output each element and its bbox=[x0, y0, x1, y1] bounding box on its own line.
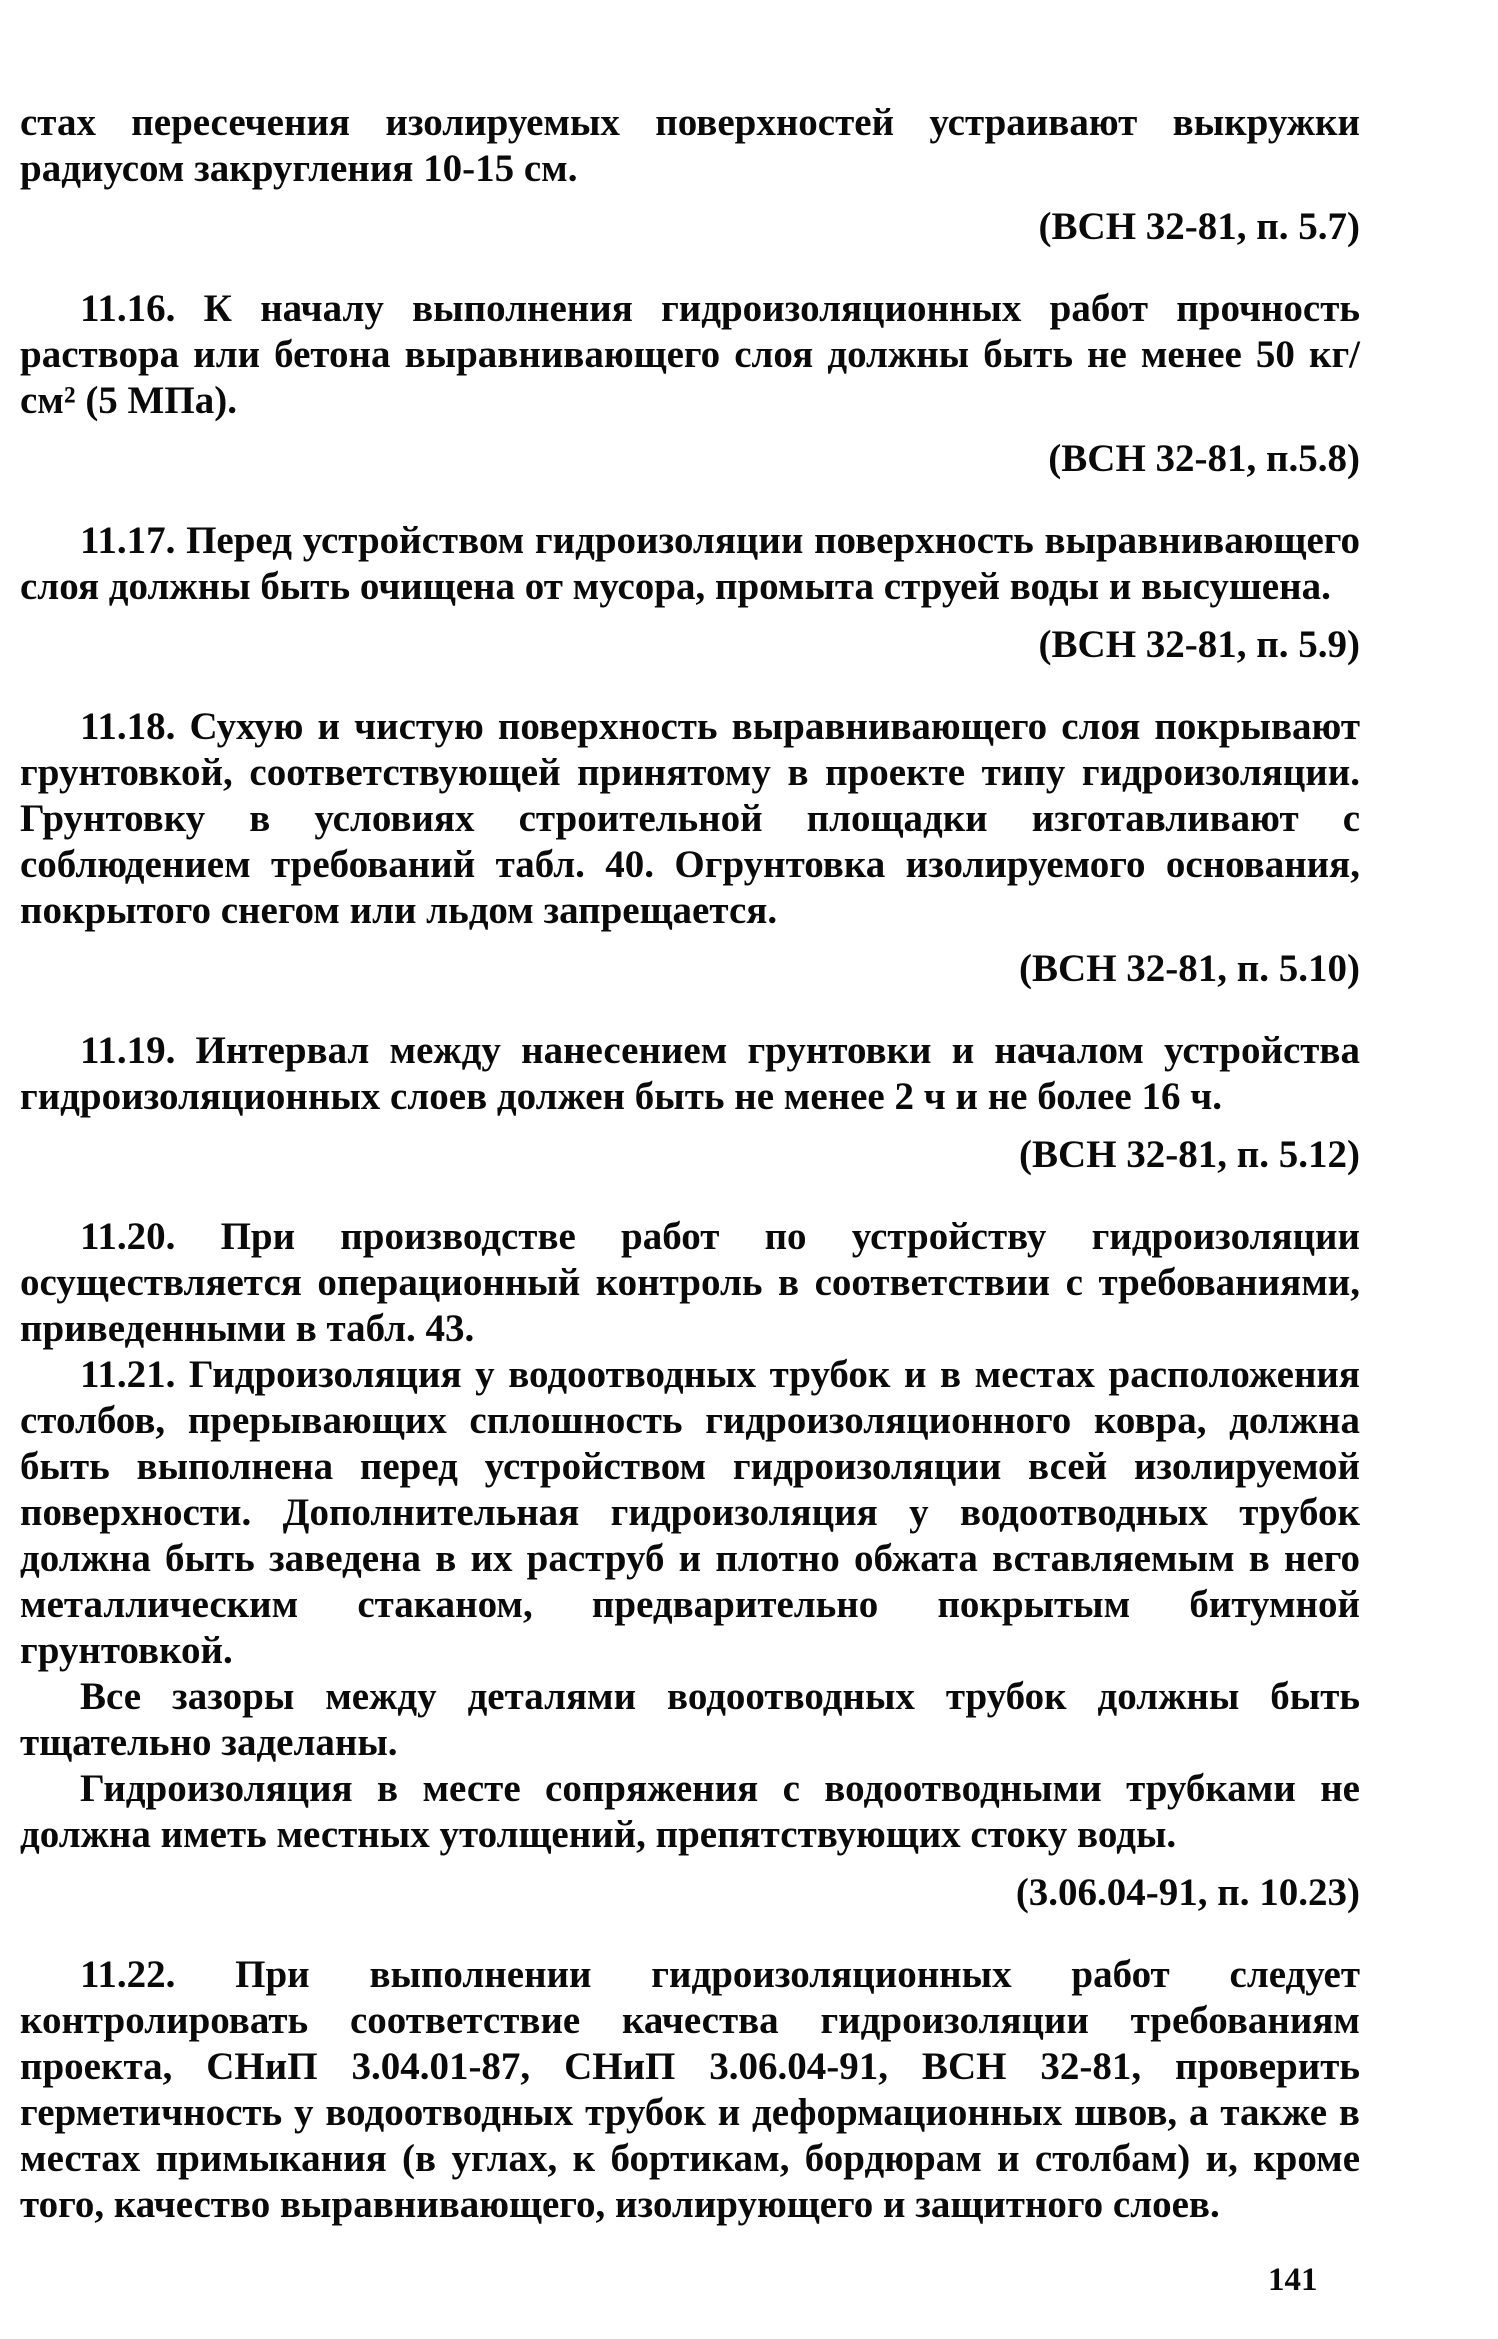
paragraph-11-17: 11.17. Перед устройством гидроизоляции поверхность выравнивающего слоя должны быть очищена от мусора, промыта струей воды и высушена. bbox=[20, 519, 1360, 608]
paragraph-11-20: 11.20. При производстве работ по устройству гидроизоляции осуществляется операционный контроль в соответствии с требованиями, приведенными в табл. 43. bbox=[20, 1215, 1360, 1350]
paragraph-11-16: 11.16. К началу выполнения гидроизоляционных работ прочность раствора или бетона выравнивающего слоя должны быть не менее 50 кг/см² (5 МПа). bbox=[20, 287, 1360, 422]
page-body bbox=[20, 100, 1360, 2228]
paragraph-11-21: 11.21. Гидроизоляция у водоотводных трубок и в местах расположения столбов, прерывающих сплошность гидроизоляционного ковра, должна быть выполнена перед устройством гидроизоляции всей изолируемой поверхности. Дополнительная гидроизоляция у водоотводных трубок должна быть заведена в их раструб и плотно обжата вставляемым в него металлическим стаканом, предварительно покрытым битумной грунтовкой. bbox=[20, 1353, 1360, 1672]
paragraph-11-18: 11.18. Сухую и чистую поверхность выравнивающего слоя покрывают грунтовкой, соответствующей принятому в проекте типу гидроизоляции. Грунтовку в условиях строительной площадки изготавливают с соблюдением требований табл. 40. Огрунтовка изолируемого основания, покрытого снегом или льдом запрещается. bbox=[20, 705, 1360, 932]
paragraph-drain-gaps: Все зазоры между деталями водоотводных трубок должны быть тщательно заделаны. bbox=[20, 1675, 1360, 1764]
reference-vsn-5-7: (ВСН 32-81, п. 5.7) bbox=[1038, 205, 1360, 248]
reference-snip-10-23: (3.06.04-91, п. 10.23) bbox=[1015, 1871, 1360, 1914]
paragraph-11-19: 11.19. Интервал между нанесением грунтовки и началом устройства гидроизоляционных слоев должен быть не менее 2 ч и не более 16 ч. bbox=[20, 1029, 1360, 1118]
reference-vsn-5-8: (ВСН 32-81, п.5.8) bbox=[1048, 437, 1360, 480]
paragraph-drain-junction: Гидроизоляция в месте сопряжения с водоотводными трубками не должна иметь местных утолщений, препятствующих стоку воды. bbox=[20, 1767, 1360, 1856]
reference-vsn-5-10: (ВСН 32-81, п. 5.10) bbox=[1019, 947, 1360, 990]
paragraph-11-22: 11.22. При выполнении гидроизоляционных работ следует контролировать соответствие качества гидроизоляции требованиям проекта, СНиП 3.04.01-87, СНиП 3.06.04-91, ВСН 32-81, проверить герметичность у водоотводных трубок и деформационных швов, а также в местах примыкания (в углах, к бортикам, бордюрам и столбам) и, кроме того, качество выравнивающего, изолирующего и защитного слоев. bbox=[20, 1953, 1360, 2226]
page-number: 141 bbox=[1268, 2262, 1318, 2298]
paragraph-continuation: стах пересечения изолируемых поверхностей устраивают выкружки радиусом закругления 10-15 см. bbox=[20, 101, 1360, 190]
reference-vsn-5-12: (ВСН 32-81, п. 5.12) bbox=[1019, 1133, 1360, 1176]
reference-vsn-5-9: (ВСН 32-81, п. 5.9) bbox=[1038, 623, 1360, 666]
